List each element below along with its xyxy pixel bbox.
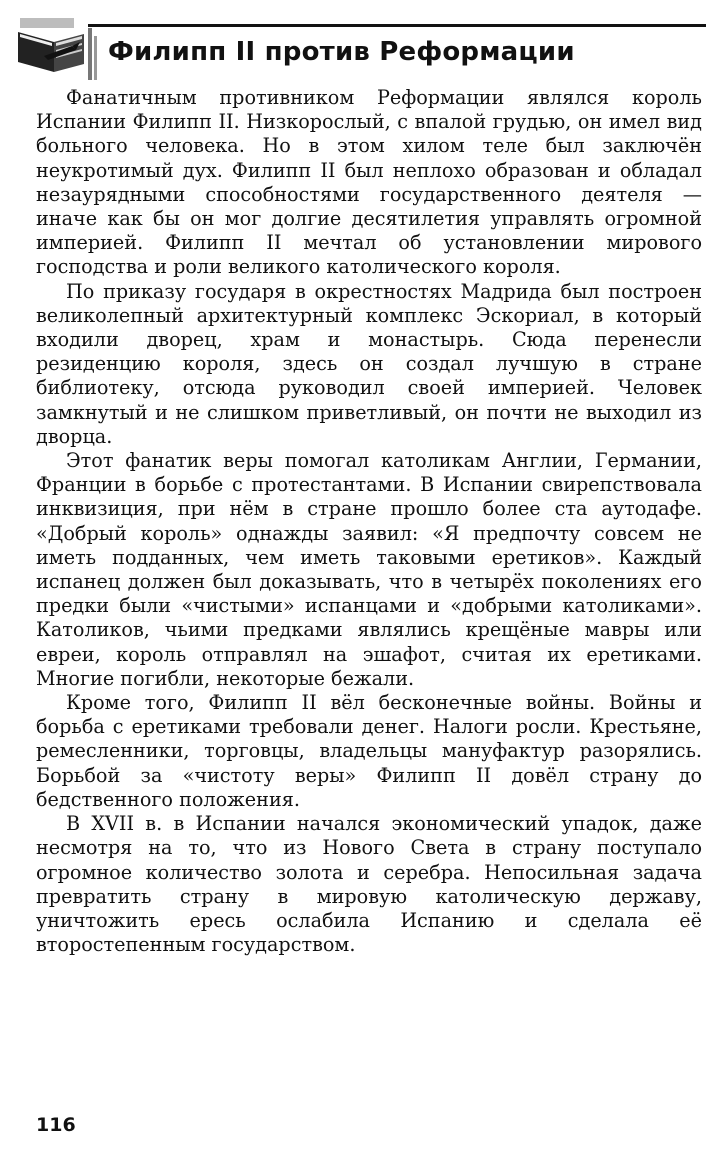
paragraph: Этот фанатик веры помогал католикам Англии, Германии, Франции в борьбе с протестантами. В Испании свирепствовала инквизиция, при нём в стране прошло более ста аутодафе. «Добрый король» однажды заявил: «Я предпочту совсем не иметь подданных, чем иметь таковыми еретиков». Каждый испанец должен был доказывать, что в четырёх поколениях его предки были «чистыми» испанцами и «добрыми католиками». Католиков, чьими предками являлись крещёные мавры или евреи, король отправлял на эшафот, считая их еретиками. Многие погибли, некоторые бежали.: [36, 449, 702, 690]
page-number: 116: [36, 1114, 76, 1136]
page-title: Филипп II против Реформации: [108, 37, 575, 67]
body-text: [36, 86, 702, 957]
book-with-pen-icon: [14, 12, 106, 80]
paragraph: Фанатичным противником Реформации являлся король Испании Филипп II. Низкорослый, с впалой грудью, он имел вид больного человека. Но в этом хилом теле был заключён неукротимый дух. Филипп II был неплохо образован и обладал незаурядными способностями государственного деятеля — иначе как бы он мог долгие десятилетия управлять огромной империей. Филипп II мечтал об установлении мирового господства и роли великого католического короля.: [36, 86, 702, 279]
paragraph: Кроме того, Филипп II вёл бесконечные войны. Войны и борьба с еретиками требовали денег. Налоги росли. Крестьяне, ремесленники, торговцы, владельцы мануфактур разорялись. Борьбой за «чистоту веры» Филипп II довёл страну до бедственного положения.: [36, 691, 702, 811]
section-header: [14, 8, 704, 82]
paragraph: В XVII в. в Испании начался экономический упадок, даже несмотря на то, что из Нового Света в страну поступало огромное количество золота и серебра. Непосильная задача превратить страну в мировую католическую державу, уничтожить ересь ослабила Испанию и сделала её второстепенным государством.: [36, 812, 702, 957]
header-rule: [88, 24, 706, 27]
paragraph: По приказу государя в окрестностях Мадрида был построен великолепный архитектурный комплекс Эскориал, в который входили дворец, храм и монастырь. Сюда перенесли резиденцию короля, здесь он создал лучшую в стране библиотеку, отсюда руководил своей империей. Человек замкнутый и не слишком приветливый, он почти не выходил из дворца.: [36, 279, 702, 448]
